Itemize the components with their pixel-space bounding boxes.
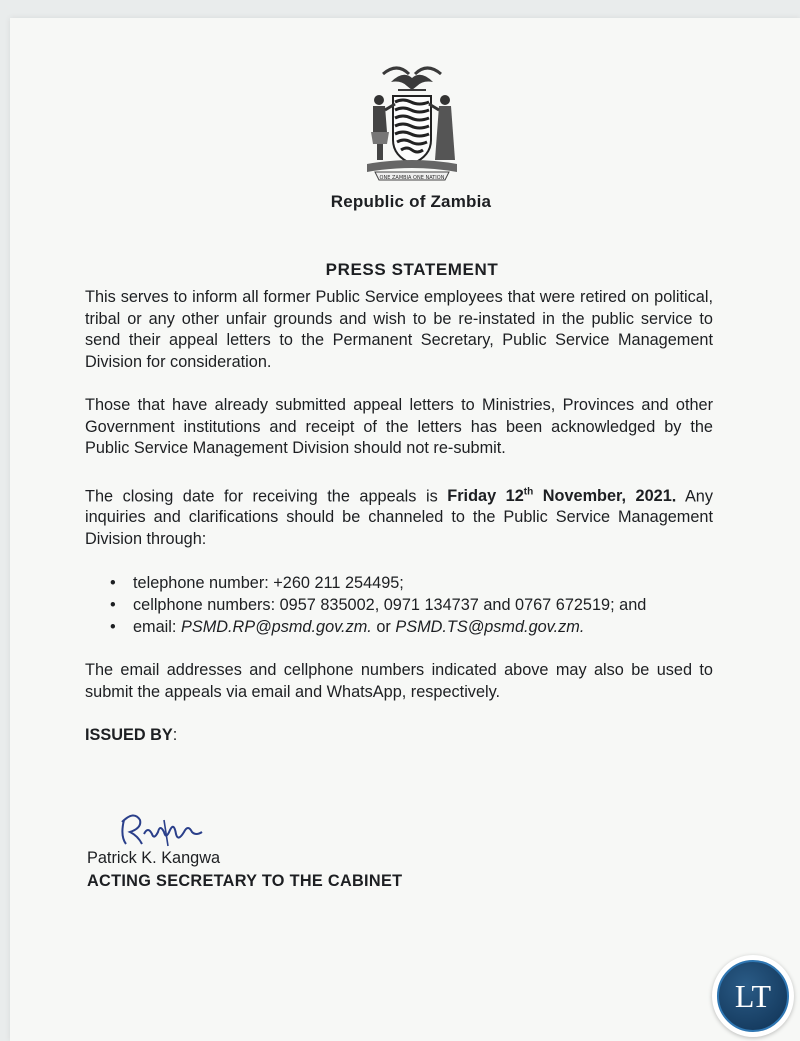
bullet-icon: •: [110, 618, 116, 637]
zambia-coat-of-arms-icon: [353, 60, 471, 190]
svg-text:ONE ZAMBIA ONE NATION: ONE ZAMBIA ONE NATION: [379, 175, 445, 181]
closing-date: [447, 487, 672, 505]
email-link-ts[interactable]: PSMD.TS@psmd.gov.zm.: [395, 618, 585, 637]
email-link-rp[interactable]: PSMD.RP@psmd.gov.zm.: [180, 618, 372, 637]
paragraph-submission-channels: The email addresses and cellphone numbers indicated above may also be used to submit the appeals via email and WhatsApp, respectively.: [85, 661, 713, 701]
issued-by-colon: :: [172, 726, 178, 745]
list-item: [85, 572, 713, 594]
closing-date-suffix: th: [523, 486, 534, 498]
logo-text: LT: [734, 978, 772, 1014]
closing-date-day: Friday 12: [447, 486, 524, 505]
inquiries-text: Any inquiries and clarifications should be channeled to the Public Service Management Division through:: [85, 486, 713, 548]
closing-date-lead: The closing date for receiving the appeals is: [85, 486, 448, 505]
list-item: [85, 594, 713, 616]
cellphone-numbers: cellphone numbers: 0957 835002, 0971 134737 and 0767 672519; and: [133, 596, 647, 615]
contact-list: [85, 572, 713, 638]
bullet-icon: •: [110, 574, 116, 593]
closing-date-month-year: November, 2021: [533, 486, 672, 505]
republic-name: Republic of Zambia: [330, 192, 492, 211]
signature-icon: [112, 806, 222, 854]
logo-badge: [717, 960, 789, 1032]
issued-by-text: ISSUED BY: [85, 726, 173, 745]
closing-date-period: .: [671, 486, 677, 505]
issued-by-label: [85, 725, 713, 747]
list-item: [85, 616, 713, 638]
issuer-title: ACTING SECRETARY TO THE CABINET: [87, 872, 403, 890]
email-label: email:: [133, 618, 181, 637]
telephone-number: telephone number: +260 211 254495;: [133, 574, 404, 593]
issuer-name: Patrick K. Kangwa: [87, 849, 221, 867]
email-or: or: [371, 618, 396, 637]
logo-lettering: [719, 962, 787, 1030]
page-title: PRESS STATEMENT: [325, 260, 499, 279]
lusaka-times-logo-icon: [712, 955, 794, 1037]
bullet-icon: •: [110, 596, 116, 615]
paragraph-intro: This serves to inform all former Public Service employees that were retired on political, tribal or any other unfair grounds and wish to be re-instated in the public service to send their appeal letters to the Permanent Secretary, Public Service Management Division for consideration.: [85, 288, 713, 371]
statement-body: [85, 287, 713, 747]
paragraph-resubmit: Those that have already submitted appeal letters to Ministries, Provinces and other Government institutions and receipt of the letters has been acknowledged by the Public Service Management Division should not re-submit.: [85, 396, 713, 457]
paragraph-closing-date: [85, 482, 713, 551]
